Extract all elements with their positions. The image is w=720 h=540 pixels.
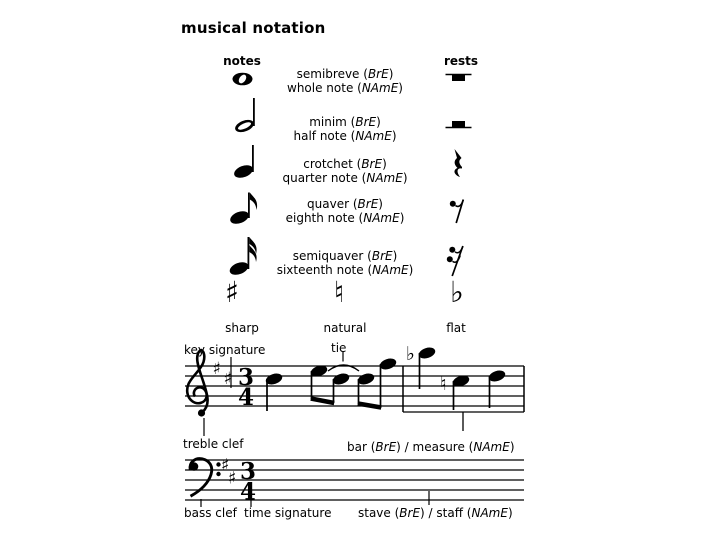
- punct: (: [346, 128, 356, 143]
- punct: ): [402, 170, 408, 185]
- term-nam: measure: [412, 440, 465, 454]
- punct: (: [366, 440, 376, 454]
- punct: /: [424, 506, 437, 520]
- punct: (: [359, 67, 368, 81]
- time-sig-top: 3: [239, 458, 257, 485]
- punct: (: [390, 506, 400, 520]
- label-minim: [245, 116, 445, 143]
- time-sig-top: 3: [237, 364, 255, 391]
- term-nam: eighth note: [285, 210, 355, 225]
- term-tag: NAmE: [473, 440, 510, 454]
- flat-accidental-icon: ♭: [406, 343, 415, 365]
- term-nam: quarter note: [282, 170, 358, 185]
- punct: ): [398, 80, 403, 95]
- punct: (: [346, 115, 356, 129]
- quarter-note: [451, 374, 470, 410]
- term-nam: sixteenth note: [276, 262, 364, 277]
- label-flat: flat: [446, 321, 466, 335]
- punct: ): [382, 157, 387, 171]
- treble-clef-icon: [187, 350, 207, 417]
- term-tag: NAmE: [366, 170, 403, 185]
- punct: (: [363, 249, 372, 263]
- punct: ): [378, 197, 383, 211]
- label-quaver: [245, 198, 445, 225]
- quarter-rest-icon: [451, 149, 465, 185]
- punct: (: [353, 80, 362, 95]
- term-br: crotchet: [303, 157, 353, 171]
- treble-clef-label: treble clef: [183, 437, 244, 451]
- time-sig-bottom: 4: [239, 478, 257, 506]
- punct: (: [363, 262, 373, 277]
- punct: ): [396, 440, 401, 454]
- sixteenth-rest-icon: [446, 243, 468, 277]
- key-sharp-icon: ♯: [221, 455, 230, 476]
- term-nam: staff: [436, 506, 463, 520]
- punct: ): [376, 115, 381, 129]
- eighth-rest-icon: [448, 196, 468, 224]
- barlines: [403, 366, 524, 412]
- treble-time-signature: [238, 364, 254, 411]
- punct: ): [509, 440, 515, 454]
- page-title: musical notation: [181, 19, 326, 37]
- term-tag: NAmE: [355, 128, 392, 143]
- quarter-note: [487, 369, 506, 408]
- key-sharp-icon: ♯: [212, 359, 221, 379]
- term-tag: BrE: [375, 440, 397, 454]
- term-tag: BrE: [355, 115, 377, 129]
- term-br: minim: [309, 115, 347, 129]
- punct: (: [357, 170, 367, 185]
- bass-clef-label: bass clef: [184, 506, 237, 520]
- punct: ): [388, 67, 394, 81]
- label-sharp: sharp: [225, 321, 259, 335]
- treble-staff-lines: [185, 366, 524, 406]
- label-crotchet: [245, 158, 445, 185]
- key-signature-label: key signature: [184, 343, 266, 357]
- punct: (: [462, 506, 472, 520]
- term-br: stave: [358, 506, 391, 520]
- flat-icon: ♭: [450, 275, 464, 309]
- term-tag: BrE: [361, 157, 383, 171]
- column-header-notes: notes: [223, 54, 261, 68]
- column-header-rests: rests: [443, 54, 479, 68]
- punct: (: [349, 197, 358, 211]
- punct: (: [354, 210, 364, 225]
- punct: ): [507, 506, 513, 520]
- bass-staff: [180, 450, 530, 510]
- term-br: semiquaver: [292, 249, 364, 263]
- punct: ): [391, 128, 397, 143]
- term-tag: NAmE: [361, 80, 399, 95]
- punct: (: [464, 440, 474, 454]
- term-nam: whole note: [287, 80, 354, 95]
- term-tag: NAmE: [372, 262, 409, 277]
- term-tag: BrE: [367, 67, 389, 81]
- quarter-note: [417, 346, 436, 389]
- punct: ): [408, 262, 414, 277]
- whole-rest-icon: [444, 71, 473, 83]
- term-tag: BrE: [357, 197, 379, 211]
- term-br: semibreve: [296, 67, 360, 81]
- quarter-note: [264, 372, 283, 411]
- label-semiquaver: [245, 250, 445, 277]
- punct: ): [420, 506, 425, 520]
- term-tag: BrE: [399, 506, 421, 520]
- punct: (: [352, 157, 362, 171]
- punct: ): [392, 249, 398, 263]
- label-natural: natural: [323, 321, 367, 335]
- bass-time-signature: [240, 458, 256, 506]
- term-tag: BrE: [371, 249, 393, 263]
- sharp-icon: ♯: [224, 275, 240, 309]
- treble-key-signature-sharps: [213, 359, 232, 389]
- natural-icon: ♮: [333, 275, 345, 309]
- term-nam: half note: [293, 128, 347, 143]
- stave-staff-label: [358, 506, 513, 520]
- punct: /: [400, 440, 413, 454]
- half-rest-icon: [444, 119, 473, 131]
- punct: ): [399, 210, 405, 225]
- measure-bracket: [403, 412, 524, 431]
- tie-label: tie: [331, 341, 347, 355]
- time-signature-label: time signature: [244, 506, 332, 520]
- term-tag: NAmE: [363, 210, 400, 225]
- term-tag: NAmE: [471, 506, 508, 520]
- key-sharp-icon: ♯: [228, 468, 237, 489]
- term-br: quaver: [307, 197, 350, 211]
- label-semibreve: [245, 68, 445, 95]
- term-br: bar: [347, 440, 367, 454]
- beamed-eighth-pair: [356, 357, 397, 408]
- time-sig-bottom: 4: [237, 384, 255, 411]
- natural-accidental-icon: ♮: [440, 373, 447, 395]
- key-sharp-icon: ♯: [223, 369, 232, 389]
